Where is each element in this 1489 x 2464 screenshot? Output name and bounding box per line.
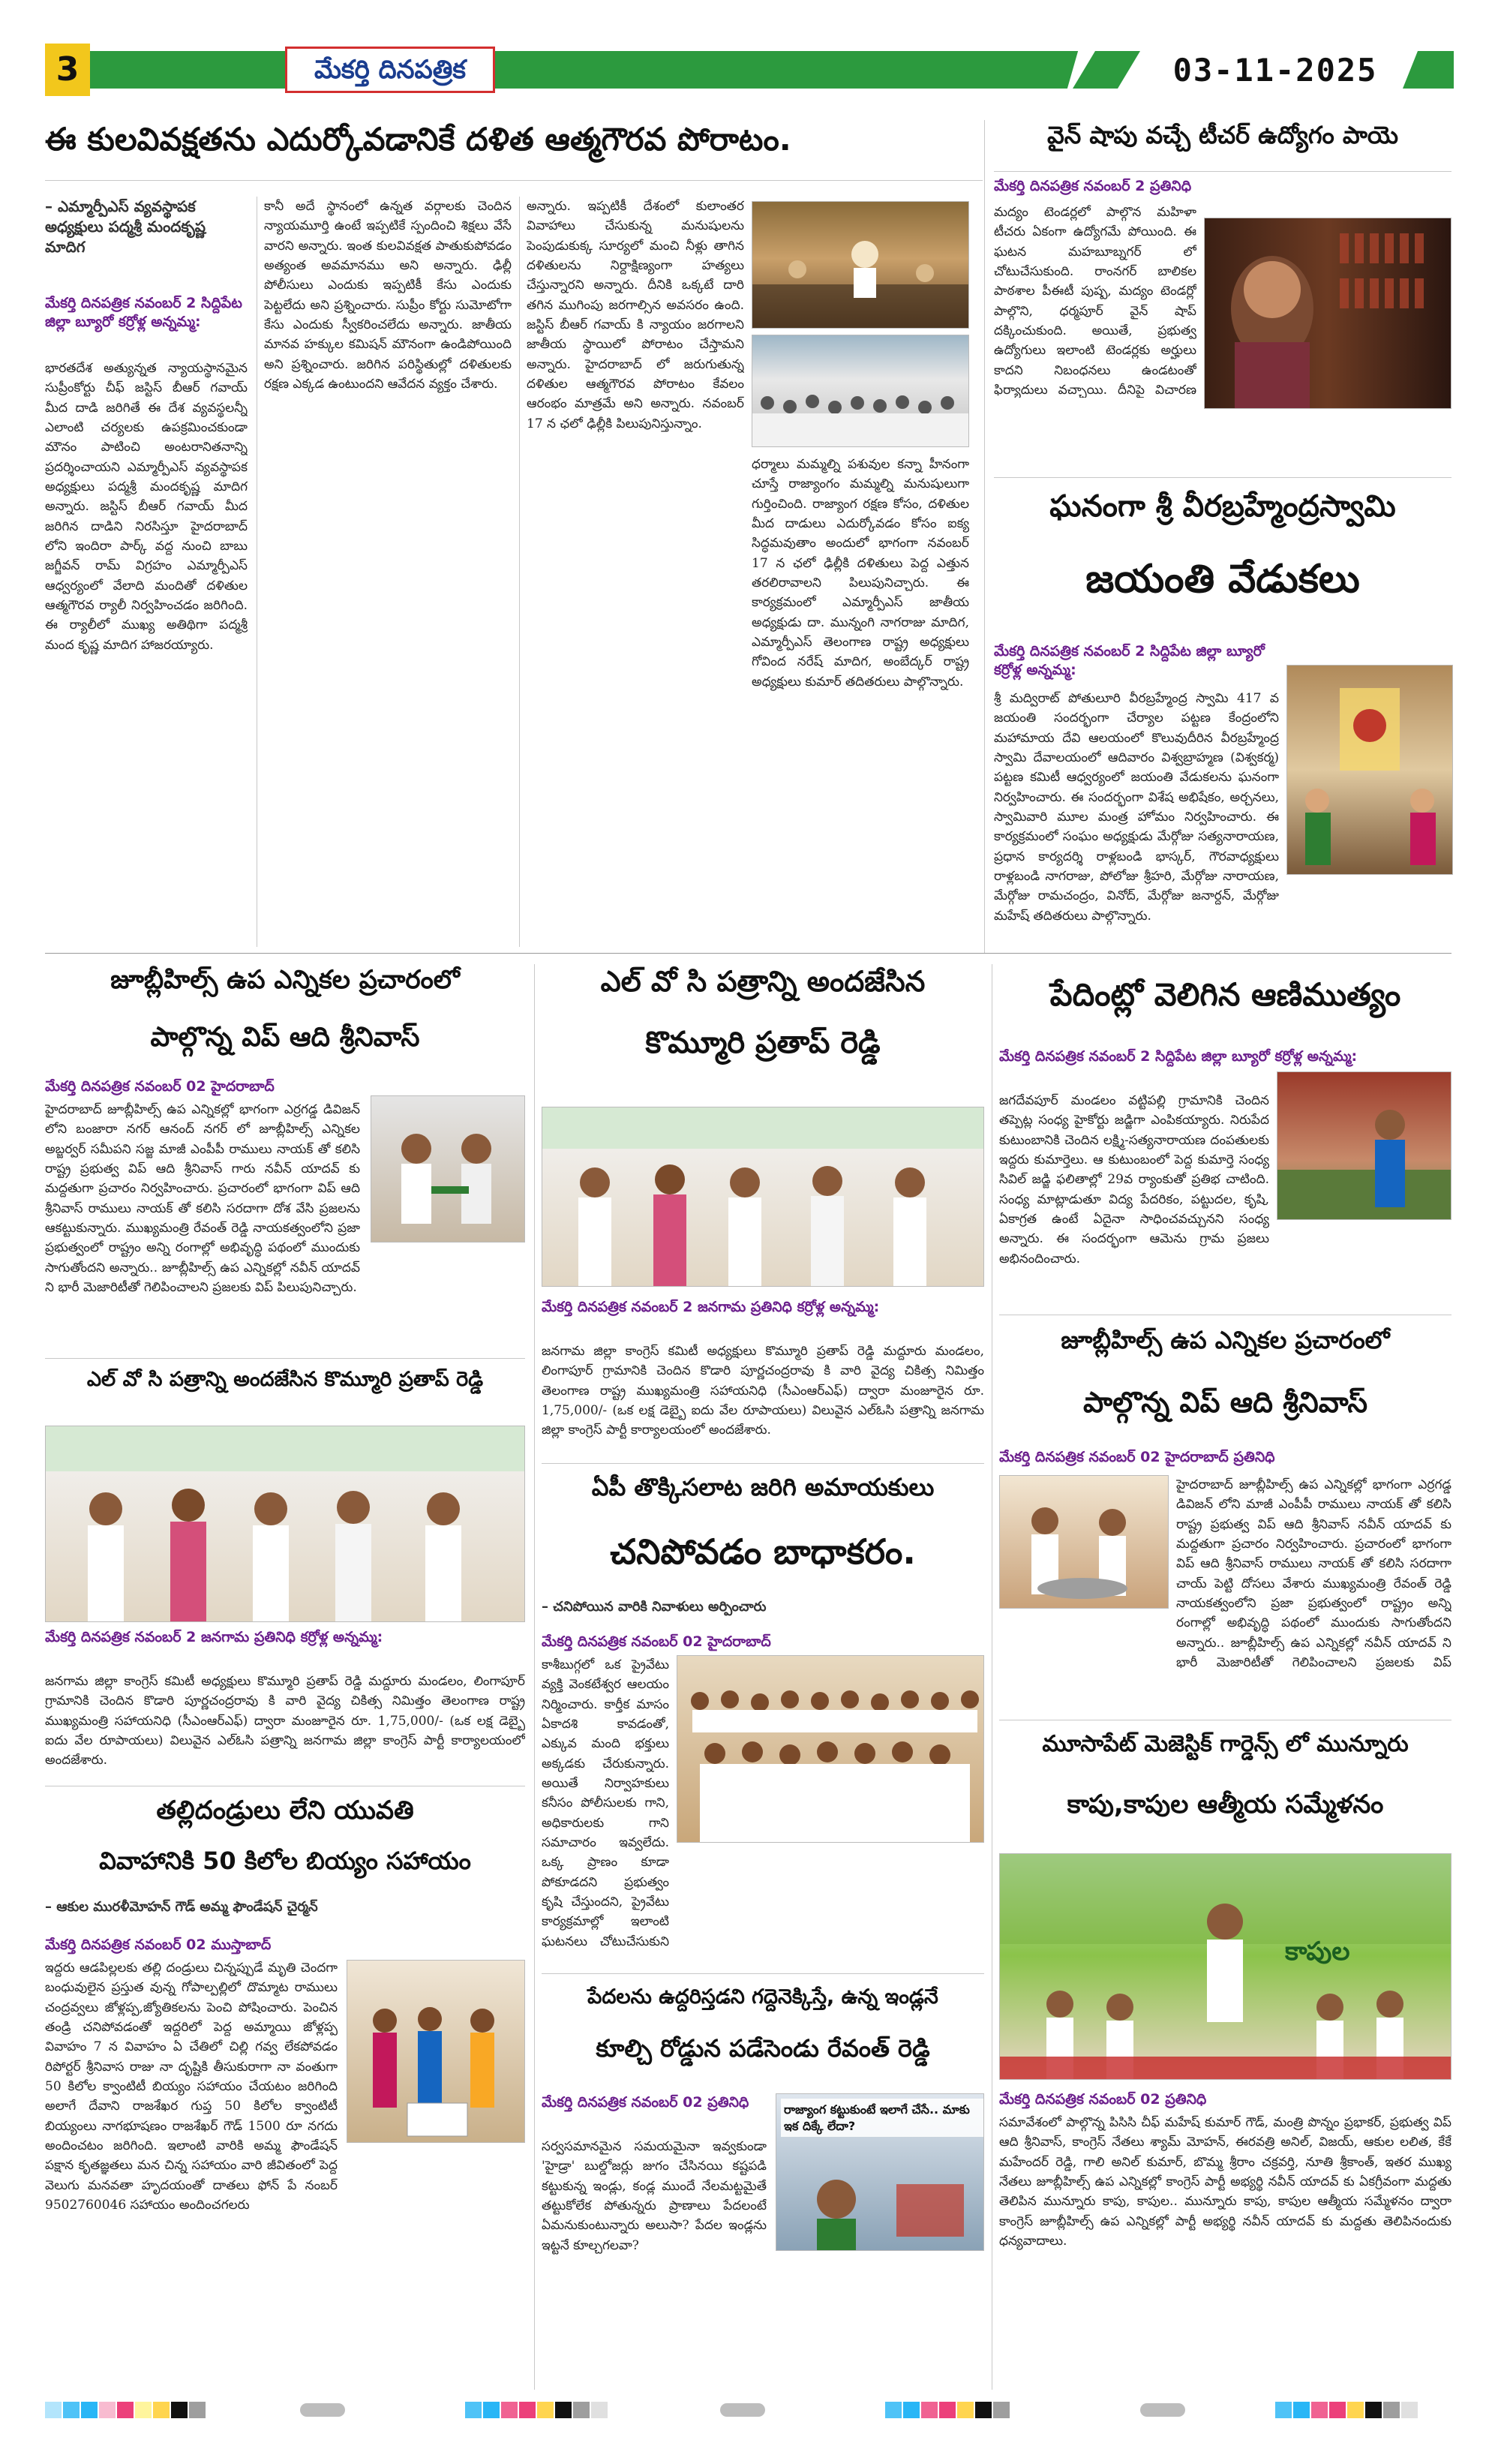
headline-munnuru-kapu-1: మూసాపేట్ మెజెస్టిక్ గార్డెన్స్ లో మున్నూరు <box>1042 1731 1409 1757</box>
article-body-a12: సమావేశంలో పాల్గొన్న పిసిసి చీఫ్ మహేష్ కుమార్ గౌడ్, మంత్రి పొన్నం ప్రభాకర్, ప్రభుత్వ విప్ ఆది శ్రీనివాస్, కాంగ్రెస్ నేతలు శ్యామ్ మోహన్, ఈరవత్రి అనిల్, విజయ్, ఆకుల లలిత, కేకే మహేందర్ రెడ్డి, గాలి అనిల్ కుమార్, బొమ్మ శ్రీరాం చక్రవర్తి, నూతి శ్రీకాంత్, ఇతర ముఖ్య నేతలు జూబ్లీహిల్స్ ఉప ఎన్నికల్లో కాంగ్రెస్ పార్టీ అభ్యర్థి నవీన్ యాదవ్ కు ఏకగ్రీవంగా మద్దతు తెలిపిన మున్నూరు కాపు, కాపుల.. మున్నూరు కాపు, కాపుల ఆత్మీయ సమ్మేళనం ద్వారా కాంగ్రెస్ జూబ్లీహిల్స్ ఉప ఎన్నికల్లో పార్టీ అభ్యర్థి నవీన్ యాదవ్ కు మద్దతు తెలిపినందుకు ధన్యవాదాలు. <box>999 2115 1451 2249</box>
masthead-text: మేకర్తి దినపత్రిక <box>314 55 467 85</box>
print-color-bar-footer <box>45 2397 1451 2424</box>
article-body-a8: హైదరాబాద్ జూబ్లీహిల్స్ ఉప ఎన్నికల్లో భాగంగా ఎర్రగడ్డ డివిజన్ లోని మాజీ ఎంపీపీ రాములు నాయక్ తో కలిసి రాష్ట్ర ప్రభుత్వ విప్ ఆది శ్రీనివాస్ నవీన్ యాదవ్ కు మద్దతుగా ప్రచారం నిర్వహించారు. ప్రచారంలో భాగంగా విప్ ఆది శ్రీనివాస్ రాములు నాయక్ తో కలిసి సరదాగా చాయ్ పెట్టి దోసలు వేశారు ముఖ్యమంత్రి రేవంత్ రెడ్డి నాయకత్వంలోని ప్రజా ప్రభుత్వంలో రాష్ట్రం అన్ని రంగాల్లో అభివృద్ధి పథంలో ముందుకు సాగుతోందని అన్నారు.. జూబ్లీహిల్స్ ఉప ఎన్నికల్లో నవీన్ యాదవ్ ని భారీ మెజారిటీతో గెలిపించాలని ప్రజలకు విప్ <box>1176 1477 1451 1670</box>
subheadline-murali-mohan: – ఆకుల మురళీమోహన్ గౌడ్ అమ్మ ఫౌండేషన్ చైర్మన్ <box>45 1899 318 1915</box>
photo-tribute-gathering <box>677 1655 984 1843</box>
article-body-a1-col2: కానీ అదే స్థానంలో ఉన్నత వర్గాలకు చెందిన న్యాయమూర్తి ఉంటే ఇప్పటికే స్పందించి శిక్షలు వేసే వారని అన్నారు. ఇంత కులవివక్షత పాతుకుపోవడం అత్యంత అవమానము అని అన్నారు. ఢిల్లీ పోలీసులు ఎందుకు ఇప్పటికీ కేసు ఎందుకు పెట్టలేదు అని ప్రశ్నించారు. సుప్రీం కోర్టు సుమోటోగా కేసు ఎందుకు స్వీకరించలేదు అన్నారు. జాతీయ మానవ హక్కుల కమిషన్ మౌనంగా ఉండిపోయింది అని ప్రశ్నించారు. జరిగిన పరిస్థితుల్లో దళితులకు రక్షణ ఎక్కడ ఉంటుందని ఆవేదన వ్యక్తం చేశారు. <box>264 199 512 392</box>
dateline-a1: మేకర్తి దినపత్రిక నవంబర్ 2 సిద్దిపేట జిల్లా బ్యూరో కర్రోళ్ల అన్నమ్మ: <box>45 295 242 330</box>
headline-munnuru-kapu-2: కాపు,కాపుల ఆత్మీయ సమ్మేళనం <box>1067 1789 1384 1819</box>
headline-loc-kommuri-2: కొమ్మూరి ప్రతాప్ రెడ్డి <box>645 1026 881 1060</box>
photo-loc-left-graphic <box>46 1426 525 1622</box>
photo-rally-crowd-graphic <box>752 335 969 447</box>
issue-date: 03-11-2025 <box>1172 52 1378 89</box>
headline-jubileehills-1: జూబ్లీహిల్స్ ఉప ఎన్నికల ప్రచారంలో <box>110 965 460 995</box>
headline-caste-discrimination: ఈ కులవివక్షతను ఎదుర్కోవడానికే దళిత ఆత్మగౌరవ పోరాటం. <box>45 121 791 158</box>
article-body-a9: ఇద్దరు ఆడపిల్లలకు తల్లి దండ్రులు చిన్నప్పుడే మృతి చెందగా బంధువులైన ప్రస్తుత వున్న గోపాల్పల్లిలో దొమ్మాట రాములు చంద్రవ్వలు జోళ్లప్ప,జ్యోతికలను పెంచి పోషించారు. పెంచిన తండ్రి చనిపోవడంతో ఇద్దరిలో పెద్ద అమ్మాయి జోళ్లప్ప వివాహం 7 న వివాహం ఏ చేతిలో చిల్లి గవ్వ లేకపోవడం రిపోర్టర్ శ్రీనివాస రాజు నా దృష్టికి తీసుకురాగా నా వంతుగా 50 కిలోల క్వాంటిటీ బియ్యం సహాయం చేయటం జరిగింది అలాగే దేవాని రాజశేఖర గుప్త 50 కిలోల క్వాంటిటీ బియ్యంలు నాగభూషణం రాజశేఖర్ గౌడ్ 1500 రూ నగదు అందించటం జరిగింది. ఇలాంటి వారికి అమ్మ ఫౌండేషన్ పక్షాన కృతజ్ఞతలు మన చిన్న సహాయం వారి జీవితంలో పెద్ద వెలుగు మనవతా హృదయంతో దాతలు ఫోన్ పే నంబర్ 9502760046 సహాయం అందించగలరు <box>45 1961 338 2213</box>
photo-jubilee-graphic <box>371 1096 525 1243</box>
article-body-a1-col4: ధర్మాలు మమ్మల్ని పశువుల కన్నా హీనంగా చూస్తే రాజ్యాంగం మమ్మల్ని మనుషులుగా గుర్తించింది. రాజ్యాంగ రక్షణ కోసం, దళితుల మీద దాడులు ఎదుర్కోవడం కోసం ఐక్య సిద్ధమవుతాం అందులో భాగంగా నవంబర్ 17 న ఛలో ఢిల్లీకి దళితులు పెద్ద ఎత్తున తరలిరావాలని పిలుపునిచ్చారు. ఈ కార్యక్రమంలో ఎమ్మార్పీఎస్ జాతీయ అధ్యక్షుడు దా. మున్నంగి నాగరాజు మాదిగ, ఎమ్మార్పీఎస్ తెలంగాణ రాష్ట్ర అధ్యక్షులు గోవింద నరేష్ మాదిగ, అంబేద్కర్ రాష్ట్ర అధ్యక్షులు కుమార్ తదితరులు పాల్గొన్నారు. <box>752 457 969 690</box>
photo-rally-stage <box>752 201 969 329</box>
article-body-a2: మద్యం టెండర్లలో పాల్గొన మహిళా టీచరు ఏకంగా ఉద్యోగమే పోయింది. ఈ ఘటన మహబూబ్నగర్ లో చోటుచేసుకుంది. రాంనగర్ బాలికల పాఠశాల పీఈటీ పుష్ప, మద్యం టెండర్లో పాల్గొని, ధర్మపూర్ వైన్ షాప్ దక్కించుకుంది. అయితే, ప్రభుత్వ ఉద్యోగులు ఇలాంటి టెండర్లకు అర్హులు కాదని నిబంధనలు ఉండటంతో ఫిర్యాదులు వచ్చాయి. దీనిపై విచారణ <box>994 205 1196 398</box>
article-body-a1-col3: అన్నారు. ఇప్పటికీ దేశంలో కులాంతర వివాహాలు చేసుకున్న మనుషులను పెంపుడుకుక్క సూర్యలో మంచి నీళ్లు తాగిన దళితులను నిర్దాక్షిణ్యంగా హత్యలు చేస్తున్నారని అన్నారు. దీనికి ఒక్కటే దారి తగిన ముగింపు జరగాల్సిన అవసరం ఉంది. జస్టిస్ బీఆర్ గవాయ్ కి న్యాయం జరగాలని జాతీయ స్థాయిలో పోరాటం చేస్తామని అన్నారు. హైదరాబాద్ లో జరుగుతున్న దళితుల ఆత్మగౌరవ పోరాటం కేవలం ఆరంభం మాత్రమే అని అన్నారు. నవంబర్ 17 న ఛలో ఢిల్లీకి పిలుపునిస్తున్నాం. <box>527 199 744 431</box>
photo-hydra-caption: రాజ్యాంగ కట్టుకుంటే ఇలాగే చేసే.. మాకు ఇక దిక్కే లేదా? <box>781 2099 984 2137</box>
photo-judge-sandhya <box>1277 1071 1451 1220</box>
photo-jubilee-tea-stall <box>999 1475 1169 1609</box>
headline-jubileehills-right-1: జూబ్లీహిల్స్ ఉప ఎన్నికల ప్రచారంలో <box>1061 1326 1390 1354</box>
article-body-a10-tail <box>542 1958 984 1966</box>
photo-hydra-demolition <box>776 2093 984 2251</box>
article-body-a11: సర్వసమానమైన సమయమైనా ఇవ్వకుండా 'హైడ్రా' బుల్డోజర్లు జుగం చేసినయి కష్టపడి కట్టుకున్న ఇండ్లు, కండ్ల ముందే నేలమట్టమైతే తట్టుకోలేక పోతున్నరు ప్రాణాలు పేదలంటే ఏమనుకుంటున్నారు అలుసా? పేదల ఇండ్లను ఇట్టనే కూల్చగలవా? <box>542 2139 767 2253</box>
dateline-a2: మేకర్తి దినపత్రిక నవంబర్ 2 ప్రతినిధి <box>994 178 1192 194</box>
headline-loc-kommuri-1: ఎల్ వో సి పత్రాన్ని అందజేసిన <box>600 965 926 998</box>
photo-loc-handover-left <box>45 1426 525 1622</box>
subheadline-tribute: – చనిపోయిన వారికి నివాళులు అర్పించారు <box>542 1599 767 1615</box>
article-body-a2-tail <box>994 405 1451 413</box>
dateline-a11: మేకర్తి దినపత్రిక నవంబర్ 02 ప్రతినిధి <box>542 2094 749 2111</box>
headline-jubileehills-right-2: పాల్గొన్న విప్ ఆది శ్రీనివాస్ <box>1082 1386 1368 1419</box>
article-body-a3: శ్రీ మద్విరాట్ పోతులూరి వీరబ్రహ్మేంద్ర స్వామి 417 వ జయంతి సందర్భంగా చేర్యాల పట్టణ కేంద్రంలోని మహామాయ దేవి ఆలయంలో కొలువుదీరిన వీరబ్రహ్మేంద్ర స్వామి దేవాలయంలో ఆదివారం విశ్వబ్రాహ్మణ (విశ్వకర్మ) పట్టణ కమిటీ ఆధ్వర్యంలో జయంతి వేడుకలను ఘనంగా నిర్వహించారు. ఈ సందర్భంగా విశేష అభిషేకం, అర్చనలు, స్వామివారి మూల మంత్ర హోమం నిర్వహించారు. ఈ కార్యక్రమంలో సంఘం అధ్యక్షుడు మేర్గోజు సత్యనారాయణ, ప్రధాన కార్యదర్శి రాళ్లబండి భాస్కర్, గౌరవాధ్యక్షులు రాళ్లబండి నాగరాజు, పోలోజు శ్రీహరి, మేర్గోజు నారాయణ, మేర్గోజు రామచంద్రం, వినోద్, మేర్గోజు జనార్దన్, మేర్గోజు మహేష్ తదితరులు పాల్గొన్నారు. <box>994 691 1279 924</box>
headline-poor-home-pearl: పేదింట్లో వెలిగిన ఆణిముత్యం <box>1049 976 1401 1013</box>
photo-loc-middle-graphic <box>542 1107 984 1287</box>
photo-hydra-graphic <box>776 2094 984 2251</box>
photo-rally-stage-graphic <box>752 202 969 329</box>
photo-rally-crowd <box>752 335 969 447</box>
dateline-a8: మేకర్తి దినపత్రిక నవంబర్ 02 హైదరాబాద్ ప్రతినిధి <box>999 1449 1275 1465</box>
photo-teacher-graphic <box>1205 218 1451 409</box>
photo-temple-celebration <box>1286 665 1453 875</box>
dateline-a4: మేకర్తి దినపత్రిక నవంబర్ 02 హైదరాబాద్ <box>45 1078 275 1095</box>
photo-sandhya-graphic <box>1277 1072 1451 1220</box>
dateline-a7: మేకర్తి దినపత్రిక నవంబర్ 2 సిద్దిపేట జిల్లా బ్యూరో కర్రోళ్ల అన్నమ్మ: <box>999 1048 1358 1065</box>
masthead-logo <box>285 47 495 93</box>
header-bar <box>45 44 1454 96</box>
photo-rice-donation <box>347 1960 525 2143</box>
photo-teacher-wine-shop <box>1204 218 1451 409</box>
headline-wine-shop-teacher: వైన్ షాపు వచ్చే టీచర్ ఉద్యోగం పాయె <box>1046 121 1399 149</box>
photo-kapu-meeting <box>999 1853 1451 2080</box>
headline-orphan-rice-1: తల్లిదండ్రులు లేని యువతి <box>156 1795 414 1825</box>
dateline-a10: మేకర్తి దినపత్రిక నవంబర్ 02 హైదరాబాద్ <box>542 1633 771 1650</box>
dateline-a3: మేకర్తి దినపత్రిక నవంబర్ 2 సిద్దిపేట జిల్లా బ్యూరో కర్రోళ్ల అన్నమ్మ: <box>994 643 1265 678</box>
photo-tea-stall-graphic <box>1000 1476 1169 1609</box>
kapu-banner-text: కాపుల <box>1285 1937 1350 1967</box>
headline-orphan-rice-2: వివాహానికి 50 కిలోల బియ్యం సహాయం <box>99 1846 471 1875</box>
photo-temple-graphic <box>1287 666 1453 875</box>
headline-revanth-hydra-1: పేదలను ఉద్దరిస్తడని గద్దెనెక్కిస్తే, ఉన్న ఇండ్లనే <box>587 1985 938 2009</box>
headline-ap-stampede-1: ఏపీ తొక్కిసలాట జరిగి అమాయకులు <box>591 1473 935 1501</box>
subheadline-mandakrishna: – ఎమ్మార్పీఎస్ వ్యవస్థాపక అధ్యక్షులు పద్మశ్రీ మందకృష్ణ మాదిగ <box>45 197 206 256</box>
headline-ap-stampede-2: చనిపోవడం బాధాకరం. <box>610 1531 916 1572</box>
dateline-a9: మేకర్తి దినపత్రిక నవంబర్ 02 ముస్తాబాద్ <box>45 1937 272 1953</box>
print-color-bar-graphic <box>45 2397 1451 2424</box>
photo-kapu-graphic <box>1000 1854 1451 2080</box>
article-body-a5: జనగామ జిల్లా కాంగ్రెస్ కమిటీ అధ్యక్షులు కొమ్మూరి ప్రతాప్ రెడ్డి మద్దూరు మండలం, లింగాపూర్ గ్రామానికి చెందిన కొడారి పూర్ణచంద్రరావు కి వారి వైద్య చికిత్స నిమిత్తం తెలంగాణ రాష్ట్ర ముఖ్యమంత్రి సహాయనిధి (సీఎంఆర్ఎఫ్) ద్వారా మంజూరైన రూ. 1,75,000/- (ఒక లక్ష డెబ్బై ఐదు వేల రూపాయలు) విలువైన ఎల్ఓసి పత్రాన్ని జనగామ జిల్లా కాంగ్రెస్ పార్టీ కార్యాలయంలో అందజేశారు. <box>45 1674 525 1768</box>
page-number: 3 <box>45 44 90 96</box>
dateline-a6: మేకర్తి దినపత్రిక నవంబర్ 2 జనగామ ప్రతినిధి కర్రోళ్ల అన్నమ్మ: <box>542 1299 880 1315</box>
dateline-a12: మేకర్తి దినపత్రిక నవంబర్ 02 ప్రతినిధి <box>999 2091 1207 2108</box>
article-body-a6: జనగామ జిల్లా కాంగ్రెస్ కమిటీ అధ్యక్షులు కొమ్మూరి ప్రతాప్ రెడ్డి మద్దూరు మండలం, లింగాపూర్ గ్రామానికి చెందిన కొడారి పూర్ణచంద్రరావు కి వారి వైద్య చికిత్స నిమిత్తం తెలంగాణ రాష్ట్ర ముఖ్యమంత్రి సహాయనిధి (సీఎంఆర్ఎఫ్) ద్వారా మంజూరైన రూ. 1,75,000/- (ఒక లక్ష డెబ్బై ఐదు వేల రూపాయలు) విలువైన ఎల్ఓసి పత్రాన్ని జనగామ జిల్లా కాంగ్రెస్ పార్టీ కార్యాలయంలో అందజేశారు. <box>542 1344 984 1438</box>
headline-veerabrahmendra-2: జయంతి వేడుకలు <box>1085 557 1360 602</box>
article-body-a10: కాశీబుగ్గలో ఒక ప్రైవేటు వ్యక్తి వెంకటేశ్వర ఆలయం నిర్మించారు. కార్తీక మాసం ఏకాదశి కావడంతో, ఎక్కువ మంది భక్తులు అక్కడకు చేరుకున్నారు. అయితే నిర్వాహకులు కనీసం పోలీసులకు గాని, అధికారులకు గాని సమాచారం ఇవ్వలేదు. ఒక్క ప్రాణం కూడా పోకూడదని ప్రభుత్వం కృషి చేస్తుందని, ప్రైవేటు కార్యక్రమాల్లో ఇలాంటి ఘటనలు చోటుచేసుకుని <box>542 1657 669 1949</box>
photo-loc-handover-middle <box>542 1107 984 1287</box>
article-body-a4: హైదరాబాద్ జూబ్లీహిల్స్ ఉప ఎన్నికల్లో భాగంగా ఎర్రగడ్డ డివిజన్ లోని బంజారా నగర్ ఆనంద్ నగర్ లో జూబ్లీహిల్స్ ఎన్నికల అబ్జర్వర్ సమీపని సజ్జ మాజీ ఎంపీపీ రాములు నాయక్ తో కలిసి రాష్ట్ర ప్రభుత్వ విప్ ఆది శ్రీనివాస్ గారు నవీన్ యాదవ్ కు మద్దతుగా ప్రచారం నిర్వహించారు. ప్రచారంలో భాగంగా విప్ ఆది శ్రీనివాస్ రాములు నాయక్ తో కలిసి సరదాగా దోశ వేసి ప్రజలను ఆకట్టుకున్నారు. ముఖ్యమంత్రి రేవంత్ రెడ్డి నాయకత్వంలోని ప్రజా ప్రభుత్వంలో రాష్ట్రం అన్ని రంగాల్లో అభివృద్ధి పథంలో ముందుకు సాగుతోందని అన్నారు.. జూబ్లీహిల్స్ ఉప ఎన్నికల్లో నవీన్ యాదవ్ ని భారీ మెజారిటీతో గెలిపించాలని ప్రజలకు విప్ పిలుపునిచ్చారు. <box>45 1102 360 1296</box>
photo-tribute-graphic <box>677 1656 984 1843</box>
photo-jubilee-campaign <box>371 1095 525 1243</box>
headline-veerabrahmendra-1: ఘనంగా శ్రీ వీరబ్రహ్మేంద్రస్వామి <box>1049 489 1396 524</box>
photo-rice-graphic <box>347 1961 525 2143</box>
dateline-a5: మేకర్తి దినపత్రిక నవంబర్ 2 జనగామ ప్రతినిధి కర్రోళ్ల అన్నమ్మ: <box>45 1629 383 1645</box>
headline-revanth-hydra-2: కూల్చి రోడ్డున పడేసెండు రేవంత్ రెడ్డి <box>596 2034 930 2063</box>
headline-jubileehills-2: పాల్గొన్న విప్ ఆది శ్రీనివాస్ <box>150 1022 420 1053</box>
headline-loc-kommuri-small: ఎల్ వో సి పత్రాన్ని అందజేసిన కొమ్మూరి ప్రతాప్ రెడ్డి <box>86 1368 484 1391</box>
article-body-a1-col1: భారతదేశ అత్యున్నత న్యాయస్థానమైన సుప్రీంకోర్టు చీఫ్ జస్టిస్ బీఆర్ గవాయ్ మీద దాడి జరిగితే ఈ దేశ వ్యవస్థలన్నీ ఎలాంటి చర్యలకు ఉపక్రమించకుండా మౌనం పాటించి అంటరానితనాన్ని ప్రదర్శించాయని ఎమ్మార్పీఎస్ వ్యవస్థాపక అధ్యక్షులు పద్మశ్రీ మందకృష్ణ మాదిగ అన్నారు. జస్టిస్ బీఆర్ గవాయ్ మీద జరిగిన దాడిని నిరసిస్తూ హైదరాబాద్ లోని ఇందిరా పార్క్ వద్ద నుంచి బాబు జగ్జీవన్ రామ్ విగ్రహం ఎమ్మార్పీఎస్ ఆధ్వర్యంలో వేలాది మందితో దళితుల ఆత్మగౌరవ ర్యాలీ నిర్వహించడం జరిగింది. ఈ ర్యాలీలో ముఖ్య అతిథిగా పద్మశ్రీ మంద కృష్ణ మాదిగ హాజరయ్యారు. <box>45 361 248 653</box>
article-body-a7: జగదేవపూర్ మండలం వట్టిపల్లి గ్రామానికి చెందిన తప్పెట్ల సంధ్య హైకోర్టు జడ్జిగా ఎంపికయ్యారు. నిరుపేద కుటుంబానికి చెందిన లక్ష్మి-సత్యనారాయణ దంపతులకు ఇద్దరు కుమార్తెలు. ఆ కుటుంబంలో పెద్ద కుమార్తె సంధ్య సివిల్ జడ్జి ఫలితాల్లో 29వ ర్యాంకుతో ప్రతిభ చాటింది. సంధ్య మాట్లాడుతూ విద్య పేదరికం, పట్టుదల, కృషి, ఏకాగ్రత ఉంటే ఏదైనా సాధించవచ్చునని సంధ్య అన్నారు. ఈ సందర్భంగా ఆమెను గ్రామ ప్రజలు అభినందించారు. <box>999 1093 1269 1267</box>
